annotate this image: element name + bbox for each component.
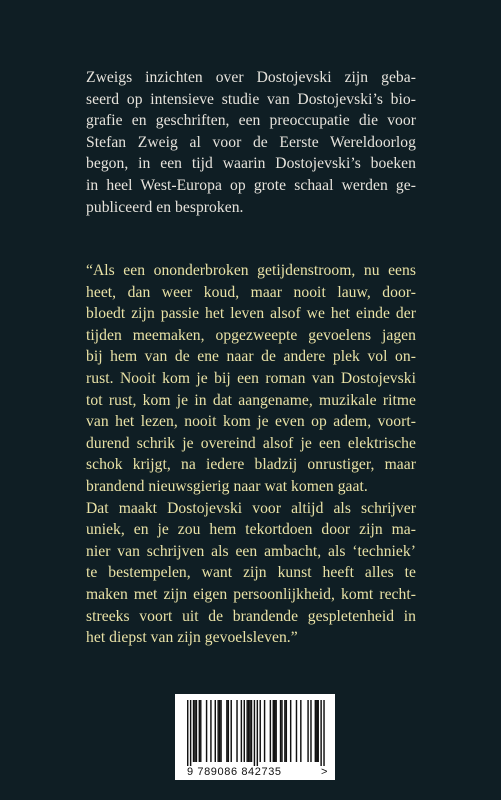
quote-line: schok krijgt, na iedere bladzij onrustiger, maar (86, 456, 416, 474)
barcode-bar (254, 700, 255, 766)
barcode-bar (274, 700, 275, 762)
barcode-bar (281, 700, 282, 762)
quote-line: bloedt zijn passie het leven alsof we het einde der (86, 305, 416, 323)
intro-line: Zweigs inzichten over Dostojevski zijn geba- (86, 69, 416, 86)
quote-line: rust. Nooit kom je bij een roman van Dostojevski (86, 369, 416, 387)
intro-line: Stefan Zweig al voor de Eerste Wereldoorlog (86, 133, 416, 151)
barcode-bar (193, 700, 194, 762)
quote-line: te bestempelen, want zijn kunst heeft alles te (86, 564, 416, 582)
barcode-bar (316, 700, 317, 762)
barcode-bar (315, 700, 316, 762)
barcode-bar (275, 700, 276, 762)
quote-line: uniek, en je zou hem tekortdoen door zijn ma- (86, 521, 416, 539)
quote-line: van het lezen, nooit kom je even op adem, voort- (86, 413, 416, 431)
barcode-bar (273, 700, 274, 762)
barcode-bar (219, 700, 220, 762)
barcode-bar (264, 700, 265, 762)
barcode-bar (257, 700, 258, 766)
intro-line: grafie en geschriften, een preoccupatie die voor (86, 112, 416, 130)
barcode-bar (270, 700, 271, 762)
quote-line: tijden meemaken, opgezweepte gevoelens jagen (86, 326, 416, 344)
barcode-bar (196, 700, 197, 762)
quote-line: het diepst van zijn gevoelsleven.” (86, 629, 298, 647)
barcode-bar (228, 700, 229, 762)
barcode-bar (296, 700, 297, 762)
barcode-bar (210, 700, 211, 762)
barcode-bar (249, 700, 250, 762)
barcode-bar (215, 700, 216, 762)
intro-line: begon, in een tijd waarin Dostojevski’s boeken (86, 155, 416, 173)
barcode-arrow: > (321, 766, 328, 778)
barcode-bar (323, 700, 324, 766)
barcode-digits: 9 789086 842735 (187, 766, 282, 778)
intro-paragraph (86, 67, 416, 218)
barcode-bar (190, 700, 191, 766)
barcode-bar (320, 700, 321, 766)
barcode-bar (310, 700, 311, 762)
barcode-bar (194, 700, 195, 762)
quote-line: tot rust, kom je in dat aangename, muzikale ritme (86, 391, 416, 409)
quote-line: streeks voort uit de brandende gespletenheid in (86, 607, 416, 625)
isbn-barcode (175, 694, 335, 780)
barcode-graphic (175, 694, 335, 780)
barcode-bar (248, 700, 249, 762)
barcode-bar (280, 700, 281, 762)
barcode-bar (231, 700, 232, 762)
barcode-bar (206, 700, 207, 762)
quote-line: nier van schrijven als een ambacht, als ‘techniek’ (86, 542, 416, 560)
intro-line: seerd op intensieve studie van Dostojevski’s bio- (86, 90, 416, 108)
barcode-bar (241, 700, 242, 762)
quote-line: “Als een ononderbroken getijdenstroom, nu eens (86, 262, 416, 279)
barcode-bar (290, 700, 291, 762)
quote-line: Dat maakt Dostojevski voor altijd als schrijver (86, 499, 416, 517)
quote-line: heet, dan weer koud, maar nooit lauw, door- (86, 283, 416, 301)
intro-line: in heel West-Europa op grote schaal werden ge- (86, 176, 416, 194)
intro-line: publiceerd en besproken. (86, 198, 244, 216)
barcode-bar (286, 700, 287, 762)
barcode-bar (200, 700, 201, 762)
barcode-bar (246, 700, 247, 762)
quote-line: brandend nieuwsgierig naar wat komen gaat. (86, 477, 368, 495)
barcode-bar (199, 700, 200, 762)
barcode-bar (318, 700, 319, 762)
barcode-bar (217, 700, 218, 762)
barcode-bar (251, 700, 252, 762)
quote-paragraph (86, 260, 416, 649)
barcode-bars (187, 700, 325, 766)
barcode-bar (284, 700, 285, 762)
barcode-bar (244, 700, 245, 762)
quote-line: bij hem van de ene naar de andere plek vol on- (86, 348, 416, 366)
quote-line: maken met zijn eigen persoonlijkheid, komt recht- (86, 585, 416, 603)
barcode-bar (187, 700, 188, 766)
quote-line: durend schrik je overeind alsof je een elektrische (86, 434, 416, 452)
barcode-bar (236, 700, 237, 762)
barcode-bar (307, 700, 308, 762)
barcode-bar (300, 700, 301, 762)
barcode-bar (226, 700, 227, 762)
barcode-bar (220, 700, 221, 762)
barcode-bar (260, 700, 261, 762)
